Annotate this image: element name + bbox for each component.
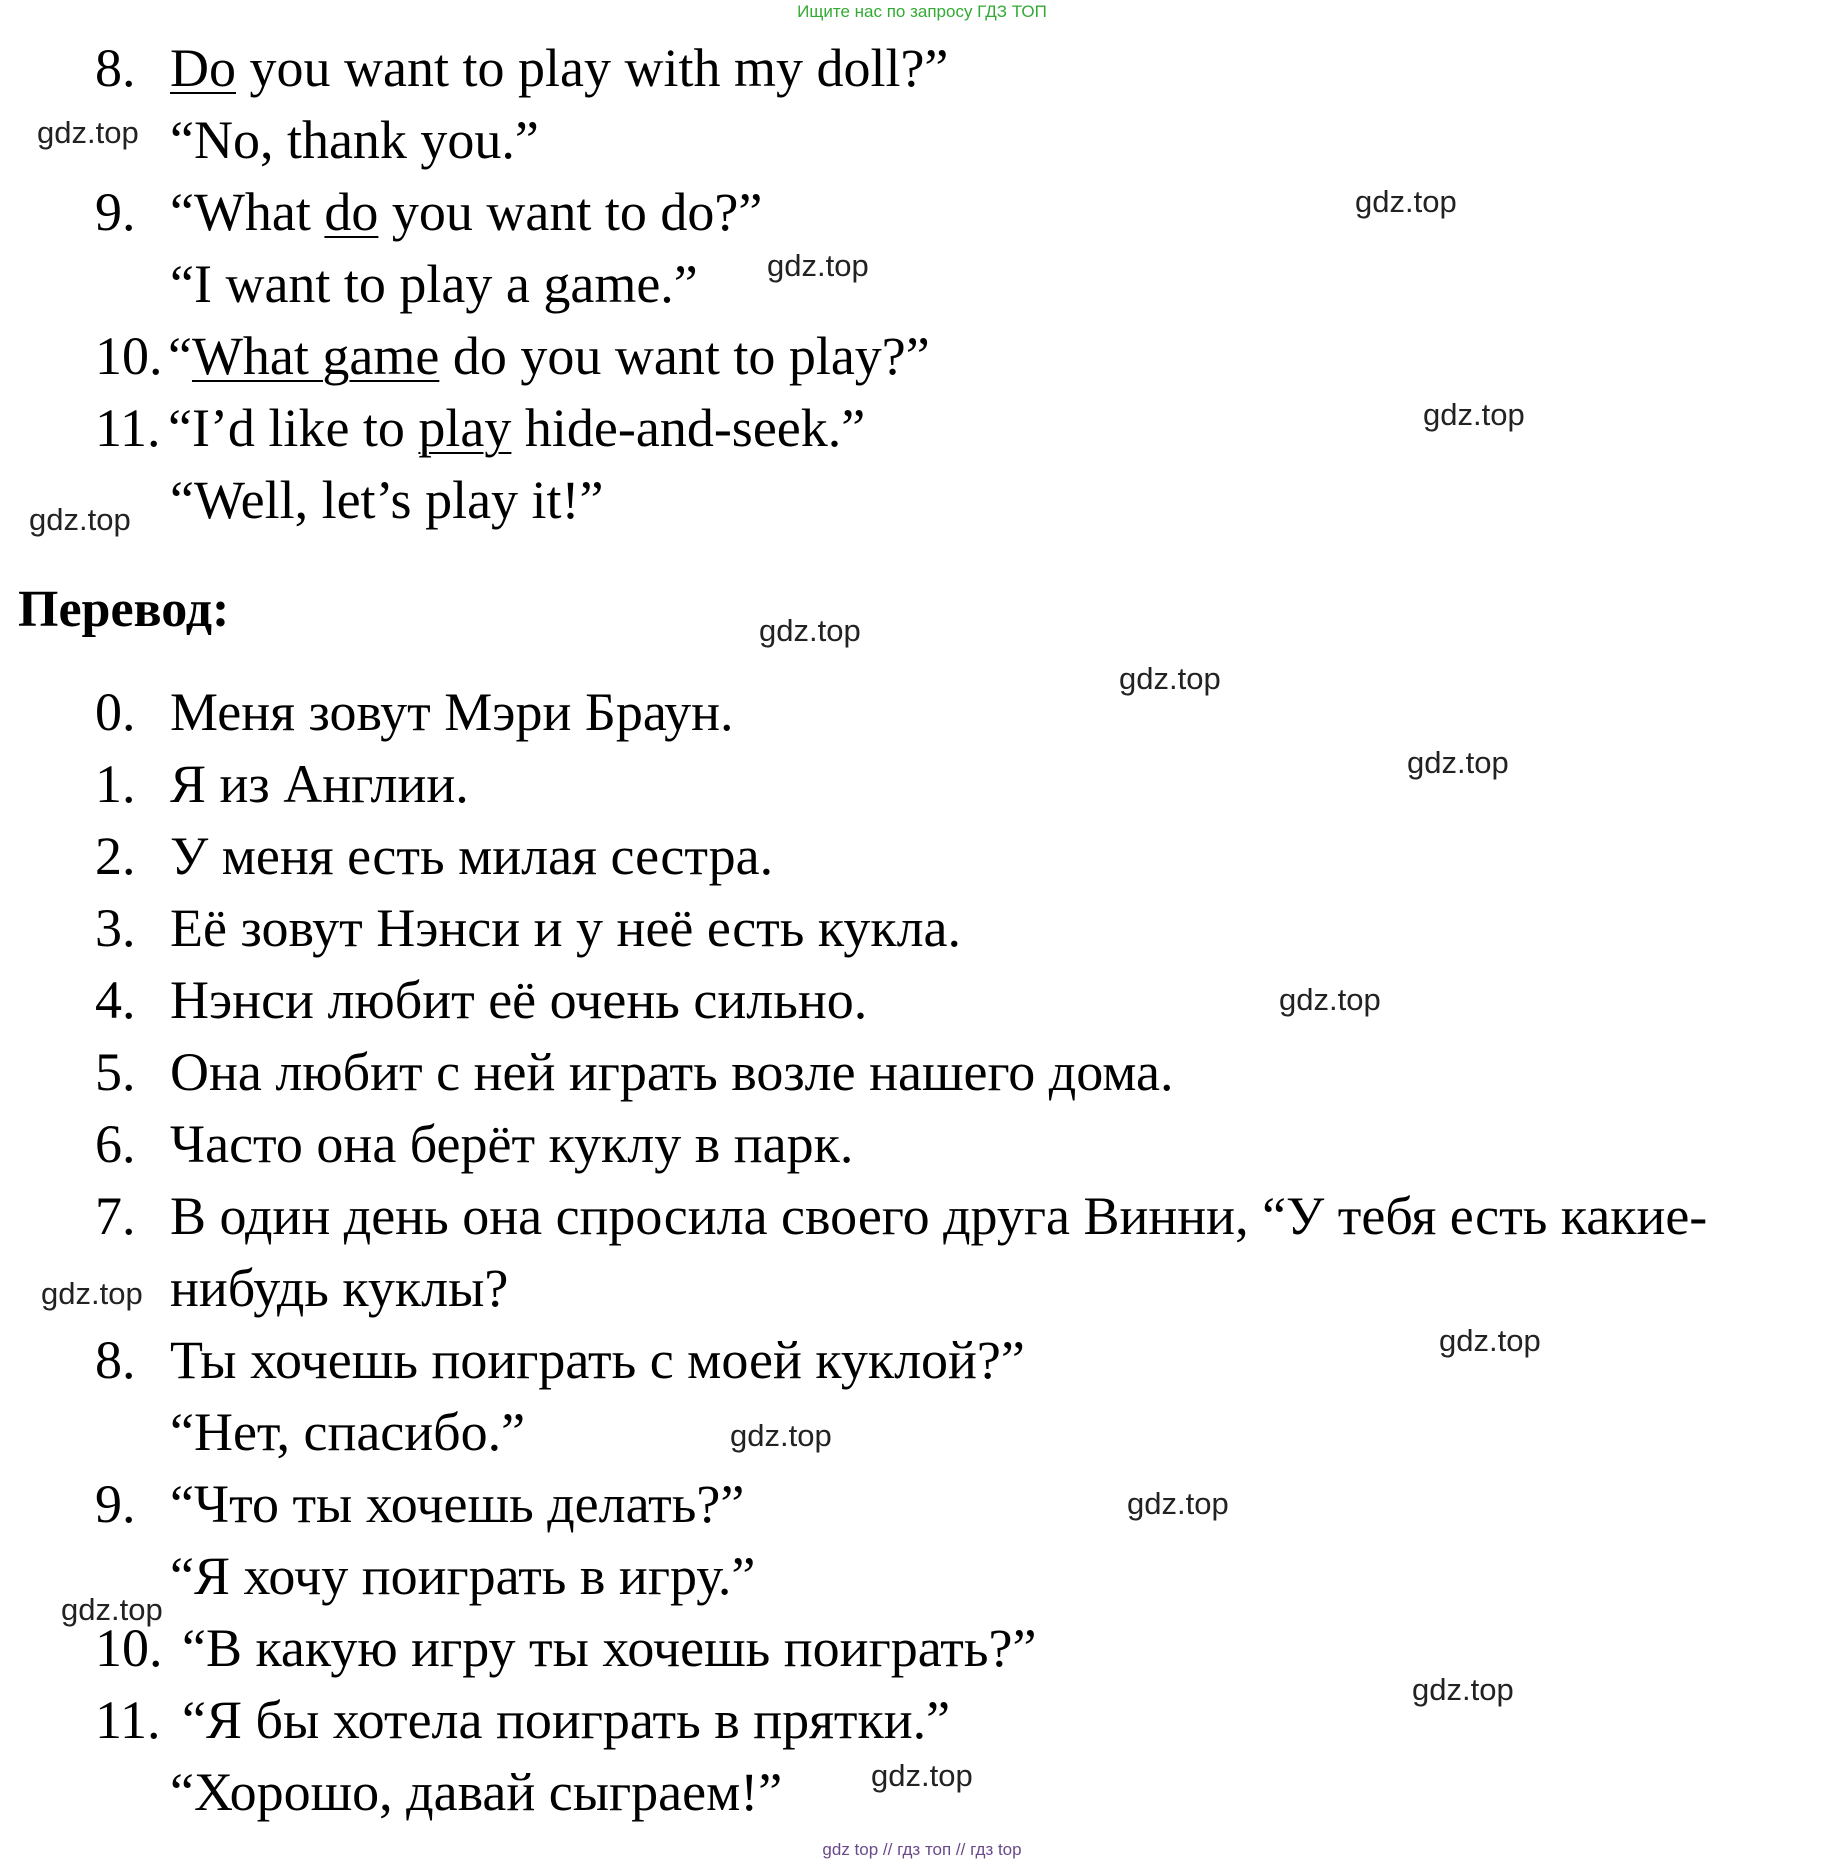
item-number: 5.	[95, 1042, 136, 1102]
item-number: 7.	[95, 1186, 136, 1246]
watermark: gdz.top	[730, 1418, 832, 1453]
line-text: Меня зовут Мэри Браун.	[170, 682, 734, 742]
line-text: “В какую игру ты хочешь поиграть?”	[182, 1618, 1037, 1678]
watermark: gdz.top	[1423, 397, 1525, 432]
line-text: “I’d like to play hide-and-seek.”	[168, 398, 866, 458]
watermark: gdz.top	[759, 613, 861, 648]
item-number: 3.	[95, 898, 136, 958]
watermark: gdz.top	[1127, 1486, 1229, 1521]
item-number: 0.	[95, 682, 136, 742]
footer-links[interactable]: gdz top // гдз топ // гдз top	[822, 1840, 1022, 1859]
line-text: Я из Англии.	[170, 754, 469, 814]
watermark: gdz.top	[29, 502, 131, 537]
item-number: 4.	[95, 970, 136, 1030]
item-number: 11.	[95, 1690, 161, 1750]
line-text: “I want to play a game.”	[170, 254, 698, 314]
watermark: gdz.top	[1407, 745, 1509, 780]
line-text: Do you want to play with my doll?”	[170, 38, 949, 98]
line-text: Ты хочешь поиграть с моей куклой?”	[170, 1330, 1025, 1390]
top-banner[interactable]: Ищите нас по запросу ГДЗ ТОП	[797, 2, 1047, 21]
watermark: gdz.top	[767, 248, 869, 283]
watermark: gdz.top	[1355, 184, 1457, 219]
line-text: Её зовут Нэнси и у неё есть кукла.	[170, 898, 962, 958]
item-number: 9.	[95, 182, 136, 242]
translation-heading: Перевод:	[18, 581, 230, 638]
watermark: gdz.top	[1412, 1672, 1514, 1707]
line-text: “Well, let’s play it!”	[170, 470, 604, 530]
line-text: “Хорошо, давай сыграем!”	[170, 1762, 783, 1822]
watermark: gdz.top	[61, 1592, 163, 1627]
item-number: 8.	[95, 1330, 136, 1390]
item-number: 1.	[95, 754, 136, 814]
watermark: gdz.top	[871, 1758, 973, 1793]
watermark: gdz.top	[41, 1276, 143, 1311]
line-text: “Я бы хотела поиграть в прятки.”	[182, 1690, 951, 1750]
line-text: нибудь куклы?	[170, 1258, 509, 1318]
line-text: “Я хочу поиграть в игру.”	[170, 1546, 756, 1606]
item-number: 11.	[95, 398, 161, 458]
item-number: 6.	[95, 1114, 136, 1174]
item-number: 2.	[95, 826, 136, 886]
watermark: gdz.top	[37, 115, 139, 150]
line-text: “Нет, спасибо.”	[170, 1402, 526, 1462]
watermark: gdz.top	[1439, 1323, 1541, 1358]
line-text: В один день она спросила своего друга Винни, “У тебя есть какие-	[170, 1186, 1708, 1246]
watermark: gdz.top	[1119, 661, 1221, 696]
watermark: gdz.top	[1279, 982, 1381, 1017]
line-text: “What game do you want to play?”	[168, 326, 930, 386]
line-text: “No, thank you.”	[170, 110, 539, 170]
item-number: 10.	[95, 1618, 163, 1678]
line-text: “Что ты хочешь делать?”	[170, 1474, 745, 1534]
item-number: 8.	[95, 38, 136, 98]
item-number: 9.	[95, 1474, 136, 1534]
line-text: Нэнси любит её очень сильно.	[170, 970, 868, 1030]
line-text: “What do you want to do?”	[170, 182, 763, 242]
item-number: 10.	[95, 326, 163, 386]
line-text: Часто она берёт куклу в парк.	[170, 1114, 854, 1174]
line-text: Она любит с ней играть возле нашего дома.	[170, 1042, 1174, 1102]
line-text: У меня есть милая сестра.	[170, 826, 774, 886]
